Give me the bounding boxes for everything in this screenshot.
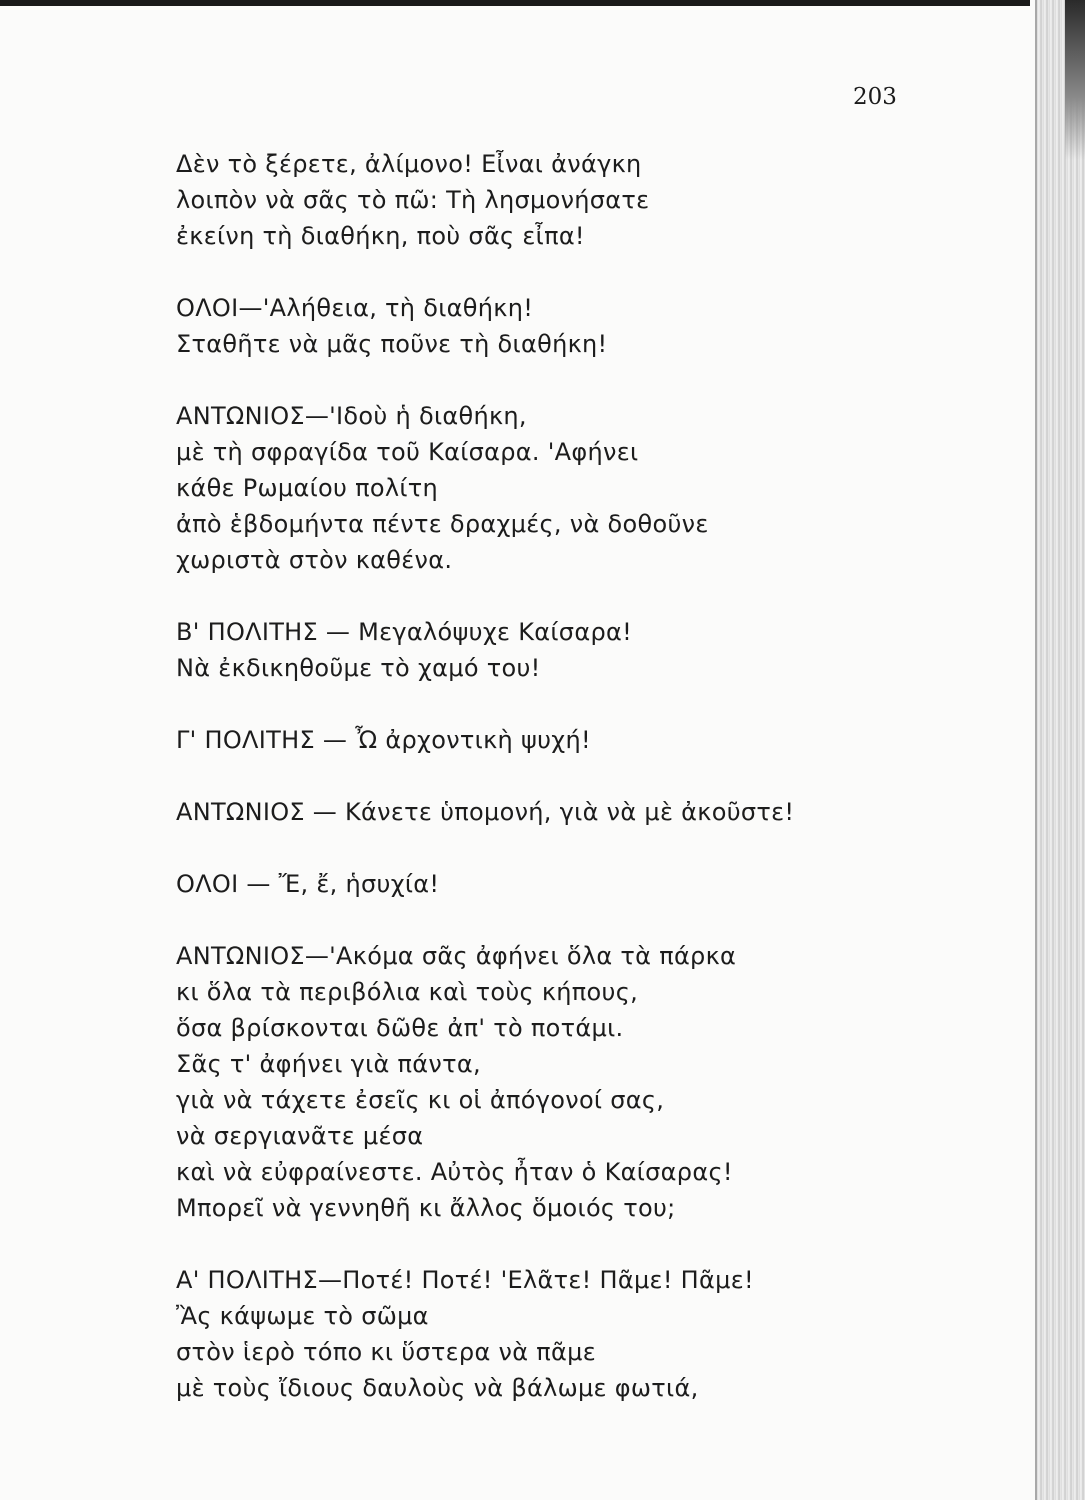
page-number: 203 (853, 84, 897, 110)
text-line: ἐκείνη τὴ διαθήκη, ποὺ σᾶς εἶπα! (176, 222, 585, 250)
stanza (176, 398, 996, 578)
top-page-edge (0, 0, 1030, 6)
text-line: ΑΝΤΩΝΙΟΣ — Κάνετε ὑπομονή, γιὰ νὰ μὲ ἀκοῦστε! (176, 798, 795, 826)
stanza (176, 794, 996, 830)
text-line: ΟΛΟΙ — Ἔ, ἔ, ἡσυχία! (176, 870, 440, 898)
text-line: ΟΛΟΙ—'Αλήθεια, τὴ διαθήκη! (176, 294, 534, 322)
text-line: κάθε Ρωμαίου πολίτη (176, 474, 439, 502)
stanza (176, 722, 996, 758)
stanza (176, 866, 996, 902)
text-line: στὸν ἱερὸ τόπο κι ὕστερα νὰ πᾶμε (176, 1338, 596, 1366)
text-line: Νὰ ἐκδικηθοῦμε τὸ χαμό του! (176, 654, 541, 682)
text-line: γιὰ νὰ τάχετε ἐσεῖς κι οἱ ἀπόγονοί σας, (176, 1086, 665, 1114)
text-line: ΑΝΤΩΝΙΟΣ—'Ιδοὺ ἡ διαθήκη, (176, 402, 527, 430)
text-line: κι ὅλα τὰ περιβόλια καὶ τοὺς κήπους, (176, 978, 639, 1006)
text-line: λοιπὸν νὰ σᾶς τὸ πῶ: Τὴ λησμονήσατε (176, 186, 650, 214)
text-line: Β' ΠΟΛΙΤΗΣ — Μεγαλόψυχε Καίσαρα! (176, 618, 633, 646)
text-line: νὰ σεργιανᾶτε μέσα (176, 1122, 424, 1150)
text-line: Α' ΠΟΛΙΤΗΣ—Ποτέ! Ποτέ! 'Ελᾶτε! Πᾶμε! Πᾶμε! (176, 1266, 754, 1294)
stanza (176, 146, 996, 254)
text-line: Σᾶς τ' ἀφήνει γιὰ πάντα, (176, 1050, 481, 1078)
stanza (176, 290, 996, 362)
text-line: μὲ τοὺς ἴδιους δαυλοὺς νὰ βάλωμε φωτιά, (176, 1374, 699, 1402)
stanza (176, 938, 996, 1226)
text-line: ΑΝΤΩΝΙΟΣ—'Ακόμα σᾶς ἀφήνει ὅλα τὰ πάρκα (176, 942, 737, 970)
page-edge-shadow (1065, 0, 1085, 160)
text-line: ἀπὸ ἑβδομήντα πέντε δραχμές, νὰ δοθοῦνε (176, 510, 709, 538)
text-line: χωριστὰ στὸν καθένα. (176, 546, 453, 574)
page-edges (1035, 0, 1085, 1500)
text-line: μὲ τὴ σφραγίδα τοῦ Καίσαρα. 'Αφήνει (176, 438, 639, 466)
text-line: Δὲν τὸ ξέρετε, ἀλίμονο! Εἶναι ἀνάγκη (176, 150, 642, 178)
play-text (176, 146, 996, 1442)
text-line: ὅσα βρίσκονται δῶθε ἀπ' τὸ ποτάμι. (176, 1014, 624, 1042)
stanza (176, 614, 996, 686)
text-line: Ἂς κάψωμε τὸ σῶμα (176, 1302, 429, 1330)
text-line: Γ' ΠΟΛΙΤΗΣ — Ὦ ἀρχοντικὴ ψυχή! (176, 726, 591, 754)
stanza (176, 1262, 996, 1406)
text-line: καὶ νὰ εὐφραίνεστε. Αὐτὸς ἦταν ὁ Καίσαρας! (176, 1158, 733, 1186)
text-line: Μπορεῖ νὰ γεννηθῆ κι ἄλλος ὅμοιός του; (176, 1194, 676, 1222)
text-line: Σταθῆτε νὰ μᾶς ποῦνε τὴ διαθήκη! (176, 330, 608, 358)
